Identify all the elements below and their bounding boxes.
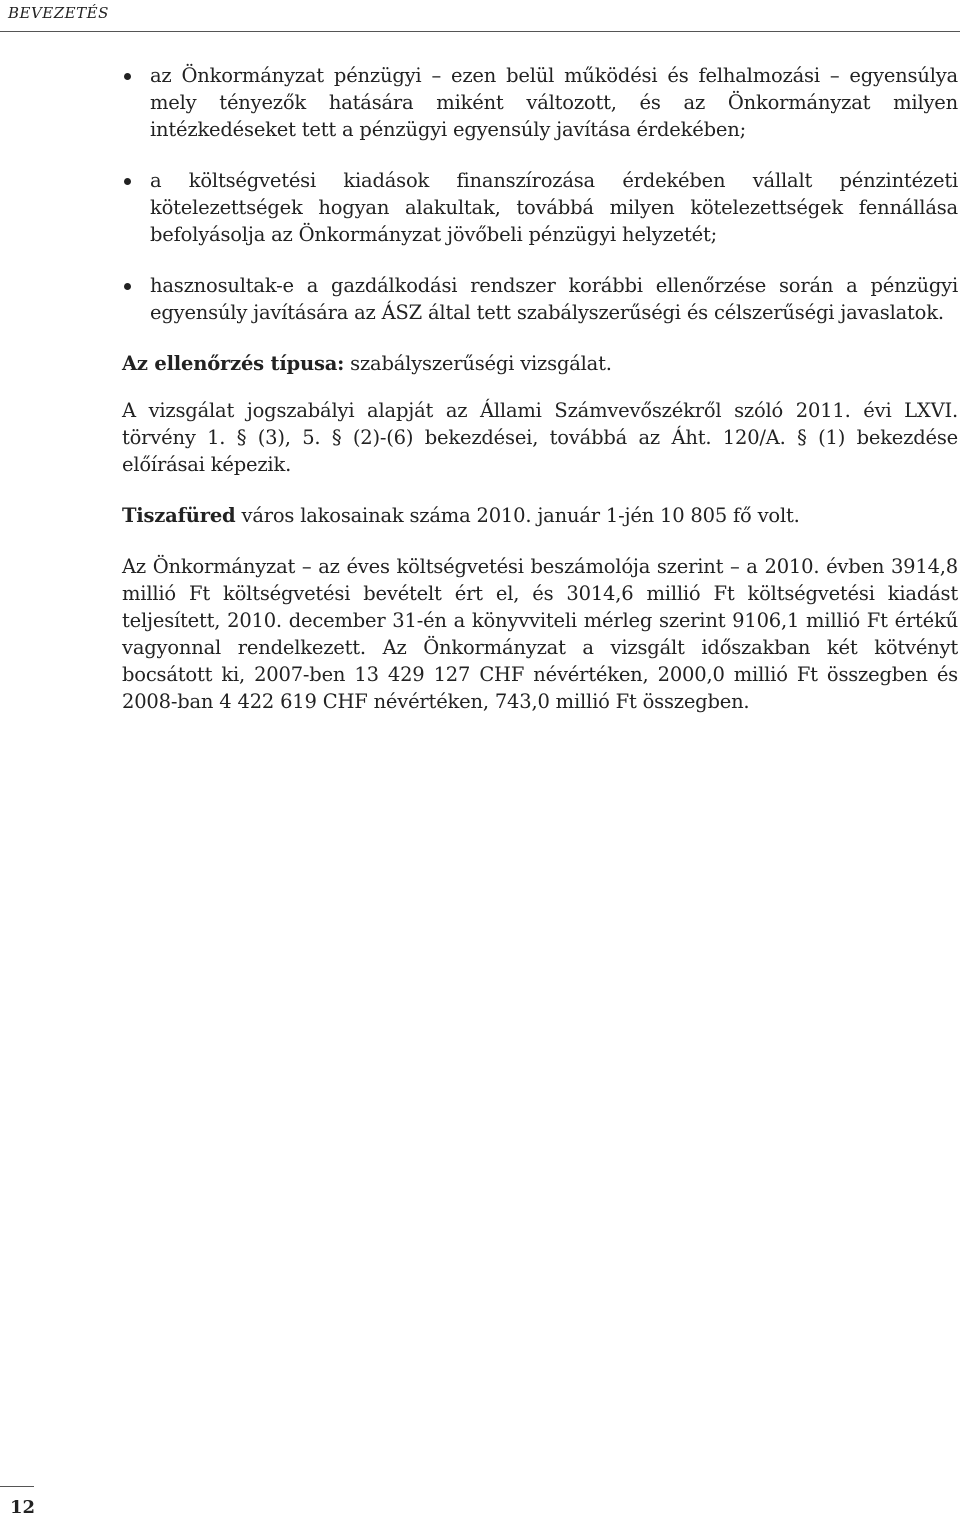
audit-type-value: szabályszerűségi vizsgálat.: [344, 352, 612, 375]
list-item-text: a költségvetési kiadások finanszírozása érdekében vállalt pénzintézeti kötelezettségek hogyan alakultak, továbbá milyen kötelezettségek fennállása befolyásolja az Önkormányzat jövőbeli pénzügyi helyzetét;: [150, 169, 958, 246]
list-item: [122, 167, 958, 248]
bullet-icon: [124, 283, 131, 290]
population-paragraph: [122, 502, 958, 529]
page-header: [0, 0, 960, 32]
objectives-list: [122, 62, 958, 326]
page-body: [122, 62, 958, 739]
list-item: [122, 272, 958, 326]
bullet-icon: [124, 178, 131, 185]
footer-divider: [0, 1486, 34, 1487]
bullet-icon: [124, 73, 131, 80]
list-item: [122, 62, 958, 143]
list-item-text: az Önkormányzat pénzügyi – ezen belül működési és felhalmozási – egyensúlya mely tényezők hatására miként változott, és az Önkormányzat milyen intézkedéseket tett a pénzügyi egyensúly javítása érdekében;: [150, 64, 958, 141]
audit-type-label: Az ellenőrzés típusa:: [122, 352, 345, 375]
page-number: 12: [10, 1497, 36, 1518]
population-text: város lakosainak száma 2010. január 1-jén 10 805 fő volt.: [235, 504, 800, 527]
city-name: Tiszafüred: [122, 504, 236, 527]
list-item-text: hasznosultak-e a gazdálkodási rendszer korábbi ellenőrzése során a pénzügyi egyensúly javítására az ÁSZ által tett szabályszerűségi és célszerűségi javaslatok.: [150, 274, 958, 324]
budget-paragraph: Az Önkormányzat – az éves költségvetési beszámolója szerint – a 2010. évben 3914,8 millió Ft költségvetési bevételt ért el, és 3014,6 millió Ft költségvetési kiadást teljesített, 2010. december 31-én a könyvviteli mérleg szerint 9106,1 millió Ft értékű vagyonnal rendelkezett. Az Önkormányzat a vizsgált időszakban két kötvényt bocsátott ki, 2007-ben 13 429 127 CHF névértéken, 2000,0 millió Ft összegben és 2008-ban 4 422 619 CHF névértéken, 743,0 millió Ft összegben.: [122, 555, 958, 713]
section-title: BEVEZETÉS: [8, 4, 109, 22]
legal-basis-paragraph: A vizsgálat jogszabályi alapját az Állami Számvevőszékről szóló 2011. évi LXVI. törvény 1. § (3), 5. § (2)-(6) bekezdései, továbbá az Áht. 120/A. § (1) bekezdése előírásai képezik.: [122, 399, 958, 476]
audit-type-paragraph: [122, 350, 958, 377]
